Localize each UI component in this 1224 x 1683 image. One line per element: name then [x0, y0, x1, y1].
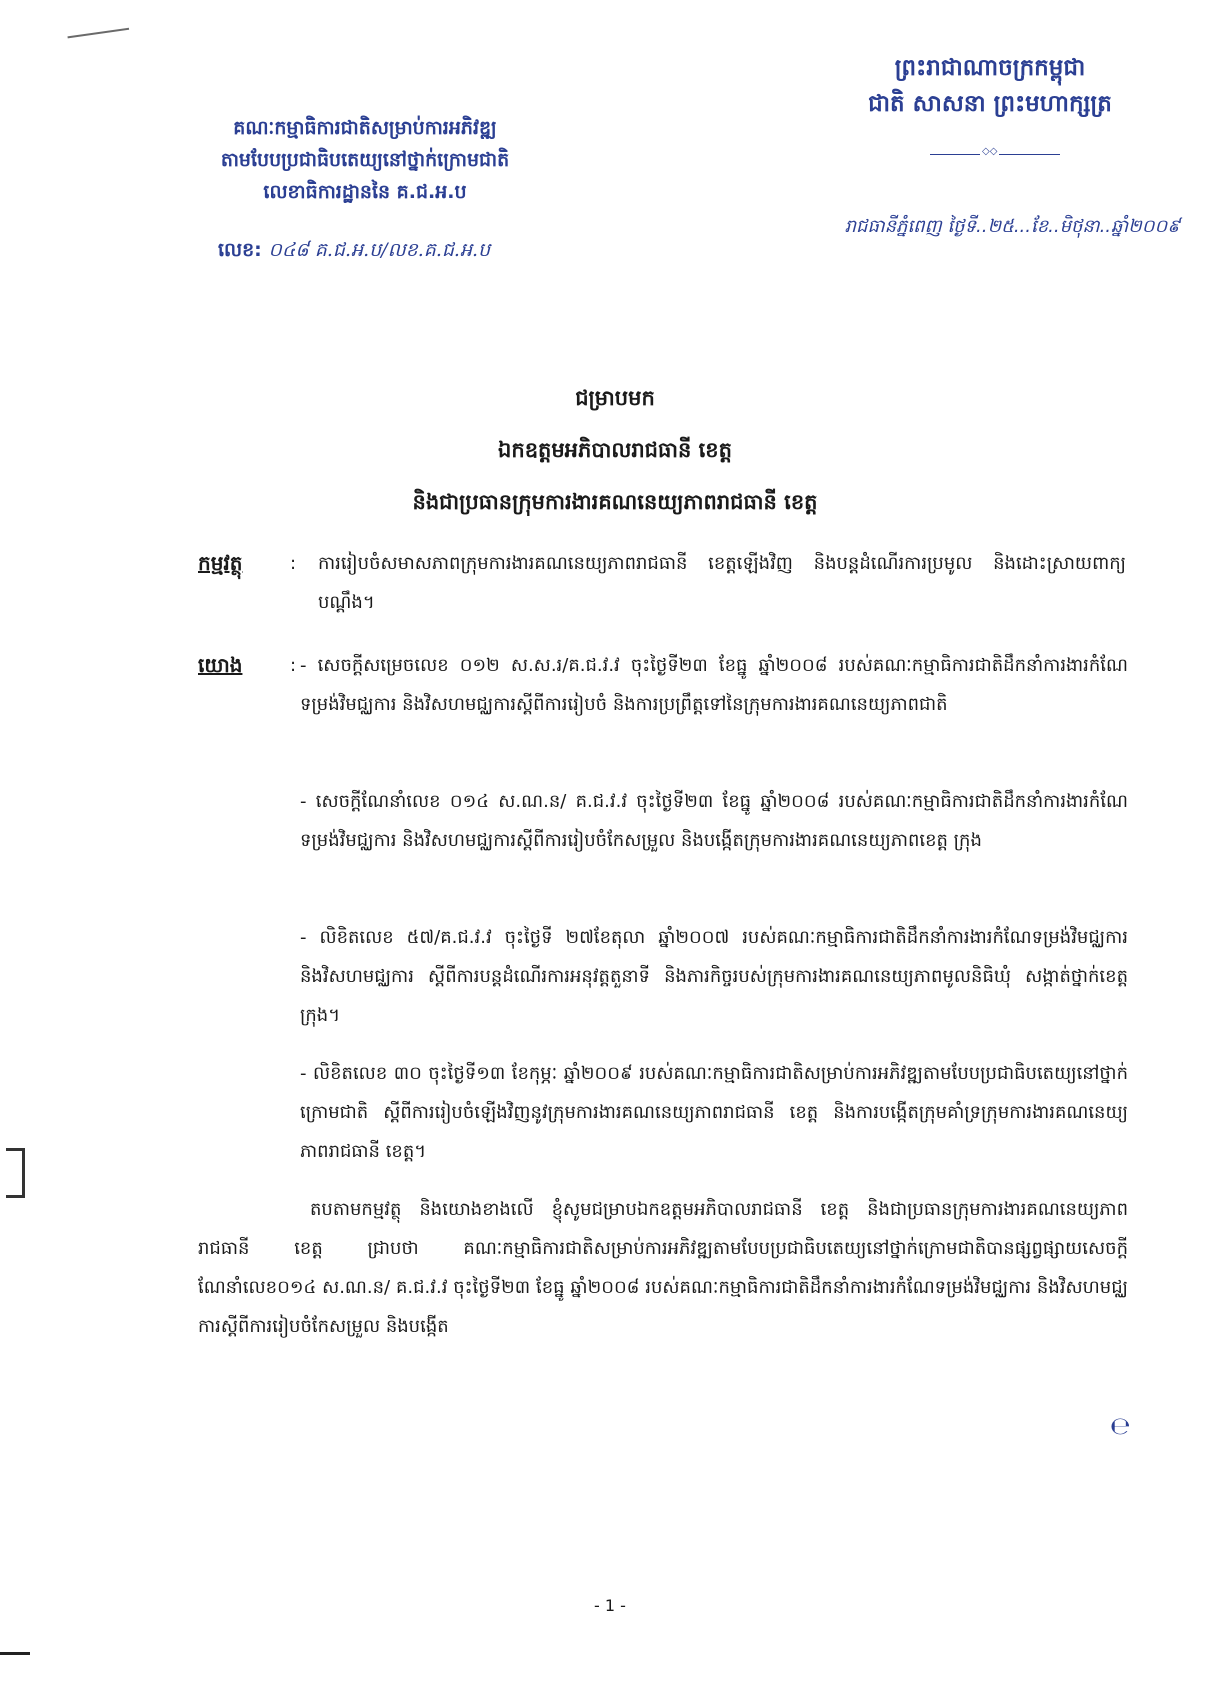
- reference-item-4: - លិខិតលេខ ៣០ ចុះថ្ងៃទី១៣ ខែកុម្ភៈ ឆ្នាំ២០០៩ របស់គណៈកម្មាធិការជាតិសម្រាប់ការអភិវឌ្ឍតាមបែបប្រជាធិបតេយ្យនៅថ្នាក់ក្រោមជាតិ ស្តីពីការរៀបចំឡើងវិញនូវក្រុមការងារគណនេយ្យភាពរាជធានី ខេត្ត និងការបង្កើតក្រុមគាំទ្រក្រុមការងារគណនេយ្យភាពរាជធានី ខេត្ត។: [300, 1063, 1128, 1162]
- issuer-line-2: តាមបែបប្រជាធិបតេយ្យនៅថ្នាក់ក្រោមជាតិ: [220, 149, 510, 171]
- corner-scan-mark: [0, 1652, 30, 1655]
- addressee-line-3: និងជាប្រធានក្រុមការងារគណនេយ្យភាពរាជធានី ខេត្ត: [412, 490, 818, 514]
- subject-label: កម្មវត្ថុ: [198, 551, 243, 575]
- addressee-line-2: ឯកឧត្តមអភិបាលរាជធានី ខេត្ត: [498, 438, 732, 462]
- national-motto: ជាតិ សាសនា ព្រះមហាក្សត្រ: [868, 91, 1112, 117]
- margin-scan-mark: [6, 1148, 25, 1198]
- handwritten-initials: ℮: [1110, 1412, 1131, 1440]
- page-number: - 1 -: [594, 1596, 626, 1615]
- issuer-line-1: គណៈកម្មាធិការជាតិសម្រាប់ការអភិវឌ្ឍ: [233, 117, 497, 139]
- subject-row: [198, 544, 1128, 626]
- reference-item-1: - សេចក្តីសម្រេចលេខ ០១២ ស.ស.រ/គ.ជ.វ.វ ចុះថ្ងៃទី២៣ ខែធ្នូ ឆ្នាំ២០០៨ របស់គណៈកម្មាធិការជាតិដឹកនាំការងារកំណែទម្រង់វិមជ្ឈការ និងវិសហមជ្ឈការស្តីពីការរៀបចំ និងការប្រព្រឹត្តទៅនៃក្រុមការងារគណនេយ្យភាពជាតិ: [300, 655, 1128, 715]
- scan-mark: [67, 28, 130, 49]
- kingdom-name: ព្រះរាជាណាចក្រកម្ពុជា: [894, 55, 1086, 81]
- addressee-block: [150, 372, 1080, 528]
- issuer-block: [130, 112, 600, 208]
- reference-item-2: - សេចក្តីណែនាំលេខ ០១៤ ស.ណ.ន/ គ.ជ.វ.វ ចុះថ្ងៃទី២៣ ខែធ្នូ ឆ្នាំ២០០៨ របស់គណៈកម្មាធិការជាតិដឹកនាំការងារកំណែទម្រង់វិមជ្ឈការ និងវិសហមជ្ឈការស្តីពីការរៀបចំកែសម្រួល និងបង្កើតក្រុមការងារគណនេយ្យភាពខេត្ត ក្រុង: [300, 791, 1128, 851]
- reference-item-3: - លិខិតលេខ ៥៧/គ.ជ.វ.វ ចុះថ្ងៃទី ២៧ខែតុលា ឆ្នាំ២០០៧ របស់គណៈកម្មាធិការជាតិដឹកនាំការងារកំណែទម្រង់វិមជ្ឈការ និងវិសហមជ្ឈការ ស្តីពីការបន្តដំណើរការអនុវត្តតួនាទី និងភារកិច្ចរបស់ក្រុមការងារគណនេយ្យភាពមូលនិធិឃុំ សង្កាត់ថ្នាក់ខេត្ត ក្រុង។: [300, 927, 1128, 1026]
- subject-colon: :: [290, 553, 297, 574]
- reference-label: យោង: [198, 653, 243, 677]
- kingdom-header: [800, 50, 1180, 122]
- issuer-line-3: លេខាធិការដ្ឋាននៃ គ.ជ.អ.ប: [263, 181, 467, 203]
- reference-colon: :: [290, 655, 297, 676]
- reference-number: [218, 238, 490, 266]
- reference-number-prefix: លេខ:: [218, 239, 262, 261]
- reference-number-handwritten: ០៤៨ គ.ជ.អ.ប/លខ.គ.ជ.អ.ប: [268, 239, 491, 261]
- addressee-greeting: ជម្រាបមក: [575, 386, 655, 410]
- body-paragraph: តបតាមកម្មវត្ថុ និងយោងខាងលើ ខ្ញុំសូមជម្រាបឯកឧត្តមអភិបាលរាជធានី ខេត្ត និងជាប្រធានក្រុមការងារគណនេយ្យភាពរាជធានី ខេត្ត ជ្រាបថា គណៈកម្មាធិការជាតិសម្រាប់ការអភិវឌ្ឍតាមបែបប្រជាធិបតេយ្យនៅថ្នាក់ក្រោមជាតិបានផ្សព្វផ្សាយសេចក្តីណែនាំលេខ០១៤ ស.ណ.ន/ គ.ជ.វ.វ ចុះថ្ងៃទី២៣ ខែធ្នូ ឆ្នាំ២០០៨ របស់គណៈកម្មាធិការជាតិដឹកនាំការងារកំណែទម្រង់វិមជ្ឈការ និងវិសហមជ្ឈការស្តីពីការរៀបចំកែសម្រួល និងបង្កើត: [198, 1199, 1128, 1337]
- date-line: រាជធានីភ្នំពេញ ថ្ងៃទី..២៥...ខែ..មិថុនា..ឆ្នាំ២០០៩: [844, 216, 1180, 237]
- header-ornament-divider: [930, 154, 1060, 155]
- subject-text: ការរៀបចំសមាសភាពក្រុមការងារគណនេយ្យភាពរាជធានី ខេត្តឡើងវិញ និងបន្តដំណើរការប្រមូល និងដោះស្រាយពាក្យបណ្តឹង។: [318, 553, 1126, 613]
